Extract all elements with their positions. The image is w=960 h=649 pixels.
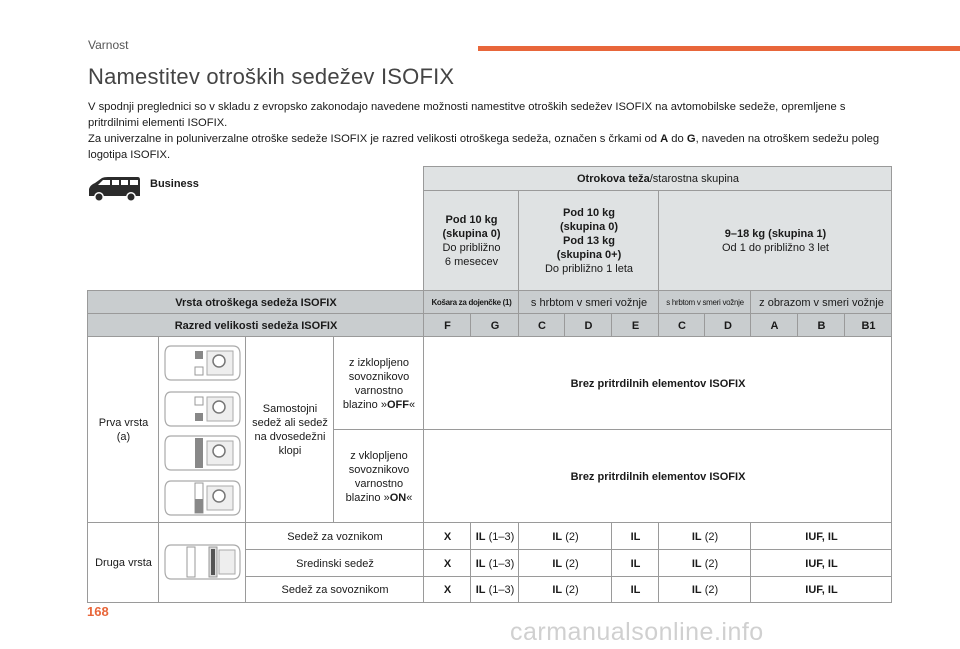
class-cell: G [470,313,519,337]
value-cell: X [423,549,471,577]
group-1-header: 9–18 kg (skupina 1) Od 1 do približno 3 let [658,190,892,291]
class-cell: D [704,313,751,337]
value-cell: IL [611,522,659,550]
value-cell: X [423,576,471,603]
second-row-label: Druga vrsta [87,522,159,603]
no-isofix-on: Brez pritrdilnih elementov ISOFIX [423,429,892,523]
class-row-label: Razred velikosti sedeža ISOFIX [87,313,424,337]
class-cell: C [658,313,705,337]
value-cell: IL (2) [658,549,751,577]
type-row-label: Vrsta otroškega sedeža ISOFIX [87,290,424,314]
class-cell: D [564,313,612,337]
class-cell: C [518,313,565,337]
van-icon [86,174,142,204]
page-title: Namestitev otroških sedežev ISOFIX [88,64,455,89]
value-cell: IL (1–3) [470,549,519,577]
rear-seat-behind-passenger: Sedež za sovoznikom [245,576,424,603]
page-number: 168 [87,604,109,619]
vehicle-label: Business [150,178,199,190]
value-cell: IUF, IL [750,522,892,550]
car-seat-diagram-icon [163,541,243,583]
car-seat-diagram-icon [163,342,243,384]
age-group-header: Otrokova teža/starostna skupina [423,166,892,191]
class-cell: F [423,313,471,337]
car-seat-diagram-icon [163,477,243,519]
group-0-header: Pod 10 kg (skupina 0) Do približno 6 mesecev [423,190,519,291]
intro-paragraph-1: V spodnji preglednici so v skladu z evropsko zakonodajo navedene možnosti namestitve otroških sedežev ISOFIX na avtomobilske sedeže, opremljene s pritrdilnimi elementi ISOFIX. [88,101,846,129]
rear-seat-center: Sredinski sedež [245,549,424,577]
section-label: Varnost [88,38,129,52]
value-cell: X [423,522,471,550]
value-cell: IUF, IL [750,549,892,577]
airbag-on-cell: z vklopljeno sovoznikovo varnostno blazino »ON« [333,429,424,523]
car-seat-diagram-icon [163,432,243,474]
no-isofix-off: Brez pritrdilnih elementov ISOFIX [423,336,892,430]
class-cell: B [797,313,845,337]
type-forward-facing: z obrazom v smeri vožnje [750,290,892,314]
value-cell: IL (1–3) [470,576,519,603]
type-carrycot: Košara za dojenčke (1) [423,290,519,314]
class-cell: A [750,313,798,337]
type-rear-facing-2: s hrbtom v smeri vožnje [658,290,751,314]
watermark: carmanualsonline.info [510,618,764,646]
front-row-label: Prva vrsta (a) [87,336,159,523]
airbag-off-cell: z izklopljeno sovoznikovo varnostno blazino »OFF« [333,336,424,430]
class-cell: B1 [844,313,892,337]
car-seat-diagram-icon [163,388,243,430]
value-cell: IL (2) [518,549,612,577]
intro-paragraph-2: Za univerzalne in poluniverzalne otroške sedeže ISOFIX je razred velikosti otroškega sedeža, označen s črkami od A do G, naveden na otroškem sedežu poleg logotipa ISOFIX. [88,133,880,161]
rear-seat-behind-driver: Sedež za voznikom [245,522,424,550]
value-cell: IL (1–3) [470,522,519,550]
value-cell: IUF, IL [750,576,892,603]
value-cell: IL [611,576,659,603]
value-cell: IL (2) [658,522,751,550]
header-accent-bar [478,46,960,51]
value-cell: IL (2) [658,576,751,603]
value-cell: IL [611,549,659,577]
group-0plus-header: Pod 10 kg (skupina 0) Pod 13 kg (skupina 0+) Do približno 1 leta [518,190,659,291]
type-rear-facing: s hrbtom v smeri vožnje [518,290,659,314]
front-seat-description: Samostojni sedež ali sedež na dvosedežni klopi [245,336,334,523]
value-cell: IL (2) [518,522,612,550]
class-cell: E [611,313,659,337]
value-cell: IL (2) [518,576,612,603]
